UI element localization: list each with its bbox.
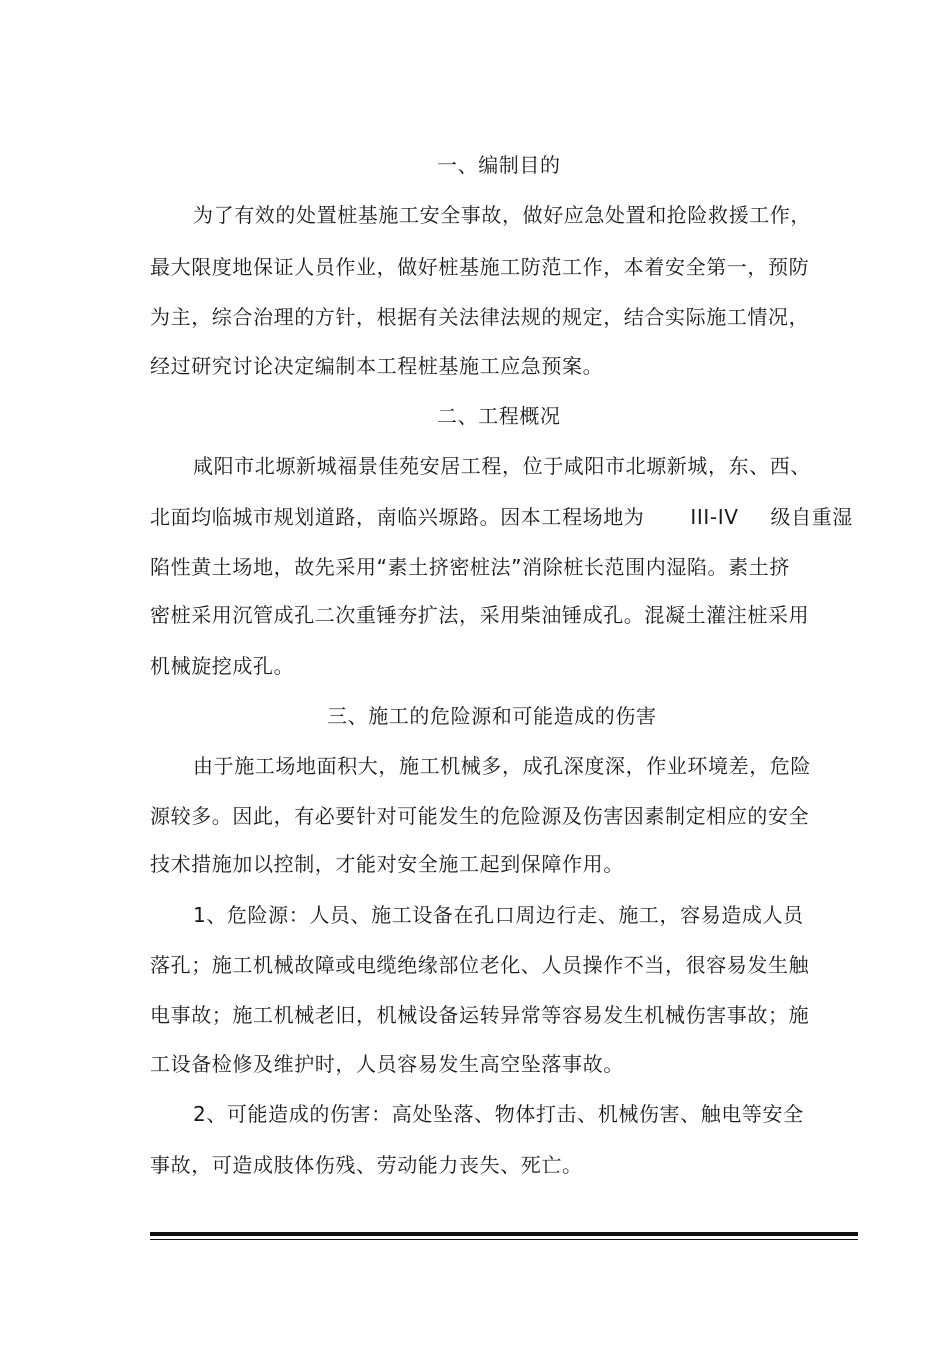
paragraph-line: 咸阳市北塬新城福景佳苑安居工程，位于咸阳市北塬新城，东、西、 — [193, 454, 811, 478]
paragraph-line: 由于施工场地面积大，施工机械多，成孔深度深，作业环境差，危险 — [193, 754, 811, 778]
list-item-line: 2、可能造成的伤害：高处坠落、物体打击、机械伤害、触电等安全 — [193, 1102, 804, 1126]
paragraph-line: 陷性黄土场地，故先采用“素土挤密桩法”消除桩长范围内湿陷。素土挤 — [150, 555, 790, 579]
paragraph-line: 经过研究讨论决定编制本工程桩基施工应急预案。 — [150, 354, 604, 378]
paragraph-line: 密桩采用沉管成孔二次重锤夯扩法，采用柴油锤成孔。混凝土灌注桩采用 — [150, 603, 810, 627]
site-grade-text: III-IV — [690, 505, 739, 529]
paragraph-line: 为主，综合治理的方针，根据有关法律法规的规定，结合实际施工情况， — [150, 305, 810, 329]
paragraph-line: 技术措施加以控制，才能对安全施工起到保障作用。 — [150, 852, 624, 876]
footer-rule-thick — [150, 1232, 858, 1236]
paragraph-line: 最大限度地保证人员作业，做好桩基施工防范工作，本着安全第一，预防 — [150, 255, 810, 279]
section-heading-purpose: 一、编制目的 — [437, 153, 561, 177]
list-item-line: 1、危险源：人员、施工设备在孔口周边行走、施工，容易造成人员 — [193, 903, 804, 927]
text-segment: 级自重湿 — [770, 505, 853, 529]
section-heading-overview: 二、工程概况 — [437, 404, 561, 428]
paragraph-line: 为了有效的处置桩基施工安全事故，做好应急处置和抢险救援工作， — [193, 203, 811, 227]
list-item-line: 事故，可造成肢体伤残、劳动能力丧失、死亡。 — [150, 1153, 583, 1177]
section-heading-hazards: 三、施工的危险源和可能造成的伤害 — [327, 704, 657, 728]
list-item-line: 工设备检修及维护时，人员容易发生高空坠落事故。 — [150, 1052, 624, 1076]
paragraph-line-mixed — [150, 503, 853, 531]
text-segment: 北面均临城市规划道路，南临兴塬路。因本工程场地为 — [150, 505, 645, 529]
list-item-line: 电事故；施工机械老旧，机械设备运转异常等容易发生机械伤害事故；施 — [150, 1003, 810, 1027]
paragraph-line: 机械旋挖成孔。 — [150, 654, 295, 678]
footer-rule-thin — [150, 1239, 858, 1240]
list-item-line: 落孔；施工机械故障或电缆绝缘部位老化、人员操作不当，很容易发生触 — [150, 953, 810, 977]
paragraph-line: 源较多。因此，有必要针对可能发生的危险源及伤害因素制定相应的安全 — [150, 804, 810, 828]
